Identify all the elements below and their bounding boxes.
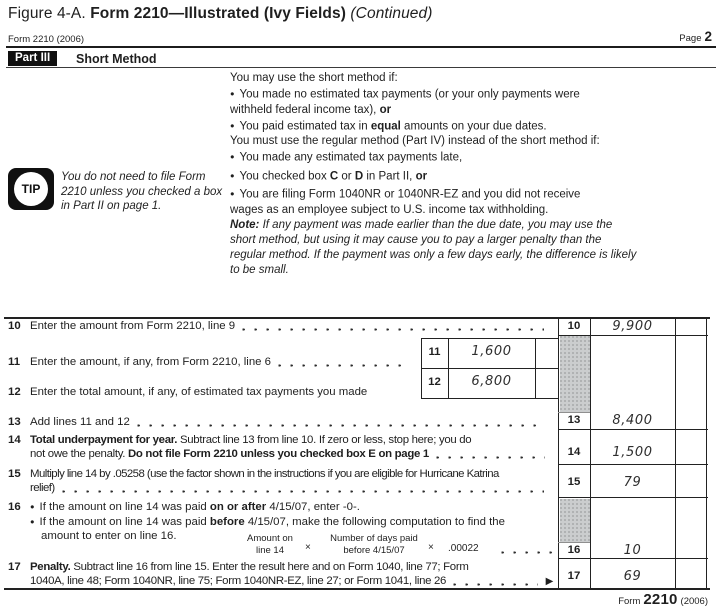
line-14-number: 14 <box>8 434 21 446</box>
dot-leader <box>137 424 544 427</box>
line-13-box: 13 <box>567 414 581 426</box>
multiply-sign: × <box>428 542 434 553</box>
must-intro: You must use the regular method (Part IV) instead of the short method if: <box>230 135 600 147</box>
grid-line <box>706 317 707 589</box>
dot-leader <box>278 364 406 367</box>
line-14-label-2-text: not owe the penalty. Do not file Form 2210 unless you checked box E on page 1 <box>30 448 429 460</box>
part-rule <box>6 67 716 68</box>
right-arrow-icon: ▶ <box>545 576 553 587</box>
line-14-box: 14 <box>567 446 581 458</box>
line-17-box: 17 <box>567 570 581 582</box>
line-13-amount: 8,400 <box>612 413 653 428</box>
line-13-label-row <box>30 416 550 428</box>
figure-title-prefix: Figure 4-A. <box>8 5 86 22</box>
line-15-number: 15 <box>8 468 21 480</box>
line-12-box: 12 <box>428 376 441 388</box>
line-17-amount: 69 <box>623 569 642 584</box>
calc-amount-on-line2: line 14 <box>256 544 284 556</box>
must-bullet-3: ● You are filing Form 1040NR or 1040NR-EZ and you did not receive wages as an employee subject to U.S. income tax withholding. <box>230 186 608 218</box>
tip-text: You do not need to file Form 2210 unless you checked a box in Part II on page 1. <box>61 171 223 212</box>
line-14-label-2 <box>30 448 551 460</box>
note-paragraph: Note: If any payment was made earlier than the due date, you may use the short method, but using it may cause you to pay a larger penalty than the regular method. If the payment was only a few days early, the difference is likely to be small. <box>230 218 637 276</box>
calc-days-paid <box>324 533 424 556</box>
line-13-label: Add lines 11 and 12 <box>30 416 130 428</box>
form-id: Form 2210 (2006) <box>8 34 85 45</box>
line-12-label: Enter the total amount, if any, of estimated tax payments you made <box>30 386 368 398</box>
grid-line <box>675 317 676 589</box>
may-bullet-1: ● You made no estimated tax payments (or your only payments were withheld federal income tax), or <box>230 86 608 118</box>
part-iii-heading: Short Method <box>76 52 157 66</box>
line-17-label-1: Penalty. Subtract line 16 from line 15. Enter the result here and on Form 1040, line 77; Form <box>30 561 469 573</box>
grid-line <box>558 558 708 559</box>
line-16-bullet-2: ● If the amount on line 14 was paid before 4/15/07, make the following computation to find the <box>30 516 505 528</box>
line-17-label-2-text: 1040A, line 48; Form 1040NR, line 75; Form 1040NR-EZ, line 27; or Form 1041, line 26 <box>30 575 447 587</box>
grid-line <box>558 429 708 430</box>
calc-amount-on <box>238 533 302 556</box>
calc-factor: .00022 <box>448 543 479 554</box>
line-15-amount: 79 <box>623 475 642 490</box>
line-14-label-1: Total underpayment for year. Subtract line 13 from line 10. If zero or less, stop here; you do <box>30 434 472 446</box>
grid-line <box>558 412 590 413</box>
part-iii-badge: Part III <box>8 51 57 66</box>
line-10-amount: 9,900 <box>612 319 653 334</box>
line-16-box: 16 <box>567 544 581 556</box>
calc-days-line1: Number of days paid <box>330 533 418 544</box>
line-15-label-1: Multiply line 14 by .05258 (use the factor shown in the instructions if you are eligible for Hurricane Katrina <box>30 468 499 480</box>
grid-line <box>4 588 710 590</box>
dot-leader <box>453 583 538 586</box>
shaded-cell <box>560 336 590 412</box>
header-rule <box>6 46 716 48</box>
figure-title-continued: (Continued) <box>350 5 433 22</box>
tip-icon-label: TIP <box>14 172 48 206</box>
line-10-box: 10 <box>567 320 581 332</box>
figure-title-main: Form 2210—Illustrated (Ivy Fields) <box>90 5 346 22</box>
grid-line <box>558 464 708 465</box>
figure-title <box>8 5 433 23</box>
dot-leader <box>62 490 544 493</box>
line-10-label-row <box>30 320 550 332</box>
line-10-number: 10 <box>8 320 21 332</box>
line-11-amount: 1,600 <box>471 344 512 359</box>
grid-line <box>535 338 536 399</box>
line-16-amount: 10 <box>623 543 642 558</box>
line-14-amount: 1,500 <box>612 445 653 460</box>
line-15-label-2 <box>30 482 550 494</box>
line-12-number: 12 <box>8 386 21 398</box>
form-footer <box>618 591 708 608</box>
footer-year: (2006) <box>680 596 708 607</box>
must-bullet-1: ● You made any estimated tax payments late, <box>230 149 644 166</box>
line-10-label: Enter the amount from Form 2210, line 9 <box>30 320 236 332</box>
page-num-value: 2 <box>704 29 712 44</box>
calc-amount-on-line1: Amount on <box>247 533 293 544</box>
instructions-column <box>230 71 644 278</box>
calc-days-line2: before 4/15/07 <box>343 544 405 556</box>
tip-icon <box>8 168 54 210</box>
grid-line <box>421 338 558 339</box>
dot-leader <box>436 456 545 459</box>
may-intro: You may use the short method if: <box>230 72 398 84</box>
page-word: Page <box>679 33 702 44</box>
dot-leader <box>501 551 559 554</box>
multiply-sign: × <box>305 542 311 553</box>
grid-line <box>421 398 558 399</box>
short-method-table <box>0 317 722 592</box>
line-11-label: Enter the amount, if any, from Form 2210, line 6 <box>30 356 272 368</box>
line-11-number: 11 <box>8 356 21 368</box>
may-bullet-2: ● You paid estimated tax in equal amounts on your due dates. <box>230 118 644 135</box>
line-17-label-2 <box>30 575 553 587</box>
grid-line <box>421 368 558 369</box>
line-15-label-2-text: relief) <box>30 482 55 494</box>
line-15-box: 15 <box>567 476 581 488</box>
line-12-amount: 6,800 <box>471 374 512 389</box>
dot-leader <box>242 328 544 331</box>
line-11-box: 11 <box>428 346 441 358</box>
line-11-label-row <box>30 356 412 368</box>
grid-line <box>558 542 590 543</box>
must-bullet-2: ● You checked box C or D in Part II, or <box>230 168 644 185</box>
footer-form-word: Form <box>618 596 641 607</box>
footer-form-number: 2210 <box>643 591 678 608</box>
line-16-bullet-1: ● If the amount on line 14 was paid on or after 4/15/07, enter -0-. <box>30 501 360 513</box>
line-13-number: 13 <box>8 416 21 428</box>
page-number <box>679 29 712 44</box>
shaded-cell <box>560 499 590 542</box>
line-16-bullet-2-cont: amount to enter on line 16. <box>41 530 177 542</box>
line-16-number: 16 <box>8 501 21 513</box>
line-17-number: 17 <box>8 561 21 573</box>
